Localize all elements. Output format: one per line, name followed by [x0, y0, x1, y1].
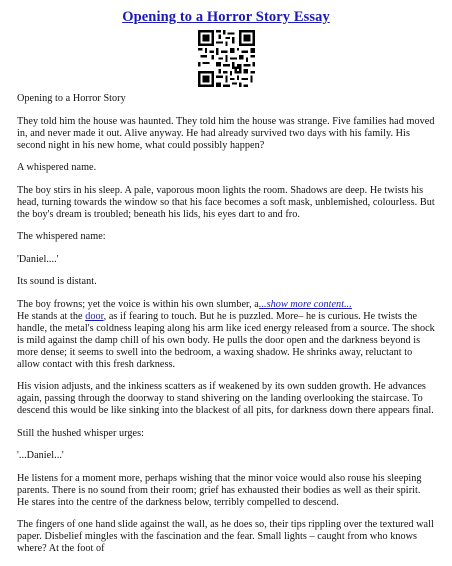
essay-body [17, 93, 435, 566]
qr-container [0, 30, 452, 87]
essay-paragraph: His vision adjusts, and the inkiness scatters as if weakened by its own sudden growth. He advances again, passing through the doorway to stand shivering on the landing overlooking the staircase. To descend this would be like sinking into the blackest of all pits, for darkness down there appears final. [17, 381, 434, 416]
essay-paragraph: Still the hushed whisper urges: [17, 427, 144, 439]
essay-heading: Opening to a Horror Story [17, 93, 126, 104]
essay-paragraph: The boy stirs in his sleep. A pale, vaporous moon lights the room. Shadows are deep. He twists his head, turning towards the window so that his face becomes a soft mask, unblemished, colourless. But the boy's dream is troubled; beneath his lids, his eyes dart to and fro. [17, 184, 435, 220]
essay-paragraph: The fingers of one hand slide against the wall, as he does so, their tips rippling over the textured wall paper. Disbelief mingles with the fascination and the fear. Small lights – caught from who knows where? At the foot of [17, 519, 434, 554]
essay-text: The boy frowns; yet the voice is within his own slumber, a [17, 298, 259, 310]
essay-paragraph: Its sound is distant. [17, 276, 97, 287]
title-bar [0, 0, 452, 26]
essay-paragraph-with-links [17, 299, 435, 371]
essay-paragraph: He listens for a moment more, perhaps wishing that the minor voice would also rouse his sleeping parents. There is no sound from their room; grief has exhausted their bodies as well as their spirit. He stares into the centre of the darkness below, terribly compelled to descend. [17, 472, 422, 508]
essay-paragraph: A whispered name. [17, 162, 97, 173]
essay-text: He stands at the [17, 310, 86, 322]
essay-paragraph: '...Daniel...' [17, 450, 64, 461]
essay-text: , as if fearing to touch. But he is puzzled. More– he is curious. He twists the handle, the metal's coldness leaping along his arm like iced energy released from a source. The shock is mild against the damp chill of his own body. He pulls the door open and the darkness beyond is more dense; it seems to swell into the bedroom, a waxing shadow. He shrinks away, reluctant to allow contact with this fresh darkness. [17, 310, 435, 370]
essay-paragraph: They told him the house was haunted. They told him the house was strange. Five families had moved in, and never made it out. Alive anyway. He had already survived two days with his family. His second night in his new home, what could possibly happen? [17, 115, 435, 151]
essay-paragraph: The whispered name: [17, 231, 106, 242]
show-more-content-link[interactable]: ...show more content... [258, 298, 352, 310]
door-link[interactable]: door [85, 310, 104, 322]
qr-code-icon [198, 30, 255, 87]
page-title-link[interactable]: Opening to a Horror Story Essay [122, 9, 330, 25]
essay-paragraph: 'Daniel....' [17, 253, 59, 265]
